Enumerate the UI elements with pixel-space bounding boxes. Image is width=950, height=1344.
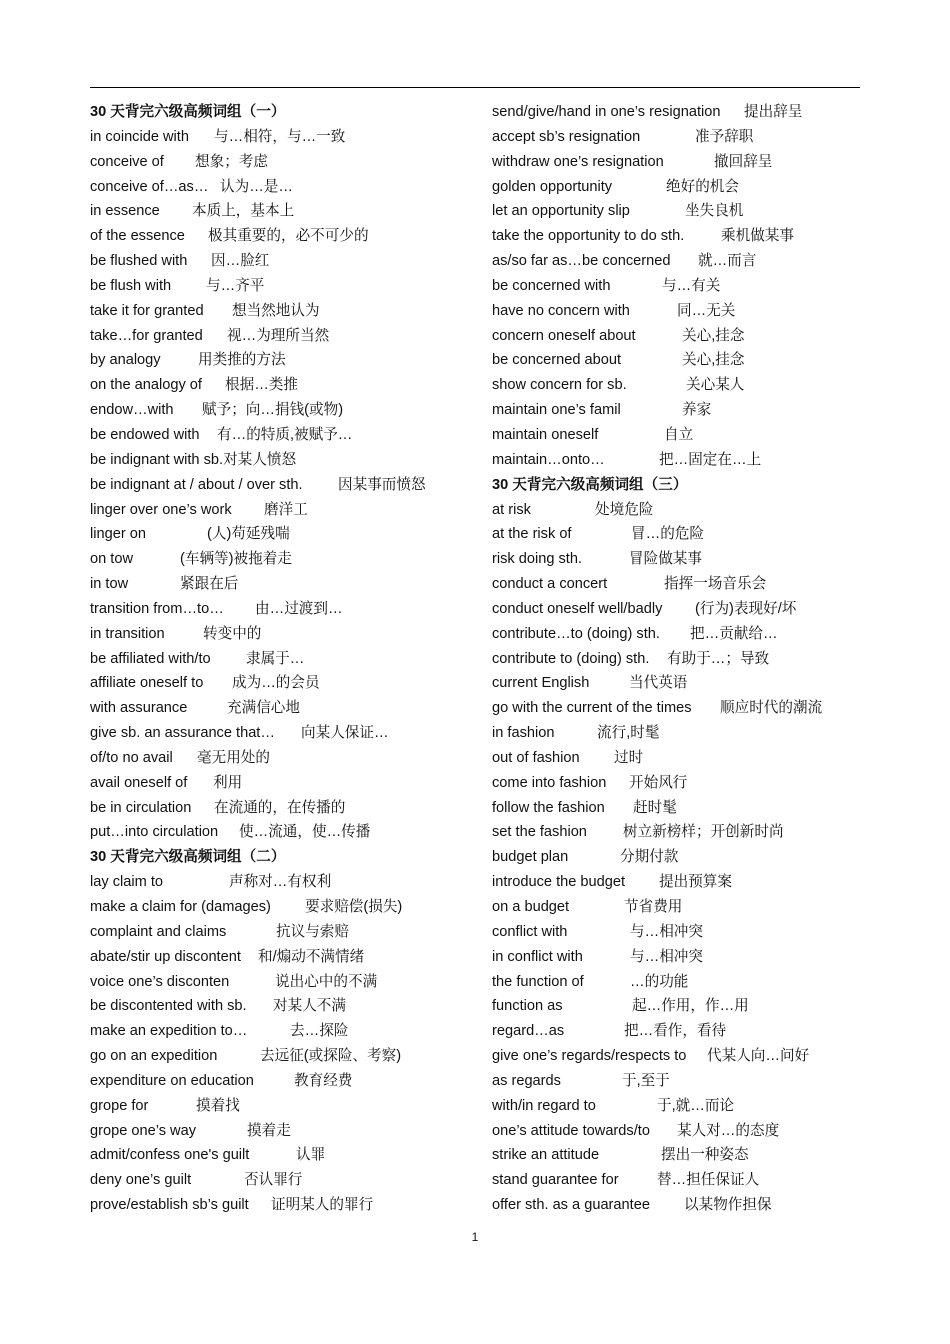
- phrase-english: be discontented with sb.: [90, 998, 247, 1015]
- phrase-entry: [90, 647, 465, 672]
- phrase-entry: [492, 771, 860, 796]
- phrase-entry: [492, 796, 860, 821]
- phrase-entry: [90, 1044, 465, 1069]
- phrase-english: maintain oneself: [492, 426, 599, 443]
- phrase-english: deny one’s guilt: [90, 1172, 192, 1189]
- phrase-chinese: 关心,挂念: [682, 327, 745, 344]
- phrase-entry: [90, 796, 465, 821]
- phrase-english: conceive of…as…: [90, 178, 209, 195]
- phrase-english: stand guarantee for: [492, 1172, 619, 1189]
- phrase-english: risk doing sth.: [492, 551, 583, 568]
- phrase-entry: [492, 845, 860, 870]
- phrase-english: linger over one’s work: [90, 501, 232, 518]
- phrase-english: with assurance: [90, 700, 188, 717]
- phrase-entry: [90, 299, 465, 324]
- phrase-english: accept sb’s resignation: [492, 128, 641, 145]
- phrase-entry: [492, 373, 860, 398]
- phrase-english: be flushed with: [90, 253, 188, 270]
- section-heading: 30 天背完六级高频词组（一）: [90, 104, 286, 120]
- phrase-entry: [90, 398, 465, 423]
- phrase-chinese: 使…流通，使…传播: [239, 824, 371, 841]
- phrase-english: with/in regard to: [492, 1097, 596, 1114]
- phrase-english: maintain one’s famil: [492, 402, 621, 419]
- right-column: [492, 100, 860, 1218]
- phrase-chinese: 摸着找: [196, 1097, 240, 1114]
- phrase-entry: [492, 895, 860, 920]
- phrase-entry: [492, 1069, 860, 1094]
- phrase-entry: [90, 175, 465, 200]
- phrase-entry: [90, 1094, 465, 1119]
- phrase-entry: [90, 920, 465, 945]
- phrase-chinese: 说出心中的不满: [275, 973, 378, 990]
- phrase-entry: [90, 895, 465, 920]
- phrase-chinese: 对某人愤怒: [223, 451, 297, 468]
- phrase-chinese: 绝好的机会: [666, 178, 739, 195]
- phrase-english: make an expedition to…: [90, 1023, 248, 1040]
- phrase-chinese: 因某事而愤怒: [338, 476, 426, 493]
- phrase-chinese: 代某人向…问好: [707, 1048, 810, 1065]
- phrase-english: withdraw one’s resignation: [492, 153, 664, 170]
- phrase-chinese: 因…脸红: [211, 253, 270, 270]
- phrase-chinese: 去远征(或探险、考察): [260, 1048, 402, 1065]
- phrase-chinese: 把…固定在…上: [659, 451, 762, 468]
- phrase-entry: [492, 423, 860, 448]
- phrase-chinese: 与…相冲突: [630, 923, 703, 940]
- phrase-english: of the essence: [90, 228, 185, 245]
- phrase-chinese: 起…作用，作…用: [632, 998, 749, 1015]
- phrase-english: in transition: [90, 625, 165, 642]
- left-column: [90, 100, 465, 1218]
- phrase-chinese: 毫无用处的: [197, 749, 270, 766]
- phrase-chinese: 关心,挂念: [682, 352, 745, 369]
- phrase-chinese: (人)苟延残喘: [207, 526, 290, 543]
- phrase-entry: [492, 398, 860, 423]
- phrase-english: put…into circulation: [90, 824, 219, 841]
- phrase-english: let an opportunity slip: [492, 203, 630, 220]
- phrase-chinese: 开始风行: [629, 774, 688, 791]
- phrase-chinese: 坐失良机: [685, 203, 744, 220]
- phrase-entry: [90, 1168, 465, 1193]
- phrase-english: in conflict with: [492, 948, 583, 965]
- phrase-chinese: 流行,时髦: [597, 725, 660, 742]
- phrase-entry: [90, 348, 465, 373]
- phrase-entry: [492, 1168, 860, 1193]
- phrase-entry: [90, 721, 465, 746]
- phrase-entry: [492, 498, 860, 523]
- phrase-english: avail oneself of: [90, 774, 188, 791]
- phrase-entry: [90, 696, 465, 721]
- phrase-english: in coincide with: [90, 128, 189, 145]
- phrase-entry: [492, 1019, 860, 1044]
- phrase-english: complaint and claims: [90, 923, 227, 940]
- phrase-english: transition from…to…: [90, 600, 224, 617]
- phrase-entry: [90, 373, 465, 398]
- phrase-chinese: 冒险做某事: [629, 551, 702, 568]
- phrase-chinese: 用类推的方法: [198, 352, 286, 369]
- phrase-entry: [90, 224, 465, 249]
- phrase-chinese: 替…担任保证人: [657, 1172, 760, 1189]
- phrase-chinese: 去…探险: [290, 1023, 349, 1040]
- phrase-chinese: (车辆等)被拖着走: [180, 551, 292, 568]
- phrase-english: come into fashion: [492, 774, 607, 791]
- header-rule: [90, 87, 860, 88]
- phrase-entry: [492, 870, 860, 895]
- phrase-entry: [492, 1094, 860, 1119]
- phrase-entry: [90, 199, 465, 224]
- phrase-chinese: 节省费用: [624, 899, 683, 915]
- phrase-chinese: (行为)表现好/坏: [695, 600, 797, 617]
- phrase-chinese: 转变中的: [203, 625, 262, 642]
- phrase-english: at risk: [492, 501, 531, 518]
- phrase-english: conduct a concert: [492, 576, 608, 593]
- phrase-entry: [90, 820, 465, 845]
- phrase-chinese: 证明某人的罪行: [271, 1197, 374, 1214]
- phrase-chinese: 赋予；向…捐钱(或物): [202, 402, 344, 419]
- phrase-chinese: 教育经费: [294, 1072, 353, 1089]
- phrase-english: be endowed with: [90, 426, 200, 443]
- phrase-entry: [492, 199, 860, 224]
- phrase-chinese: 与…齐平: [206, 277, 265, 294]
- phrase-entry: [492, 224, 860, 249]
- phrase-english: budget plan: [492, 849, 569, 866]
- phrase-entry: [90, 1069, 465, 1094]
- phrase-entry: [492, 324, 860, 349]
- phrase-chinese: 根据…类推: [225, 377, 298, 394]
- phrase-entry: [492, 274, 860, 299]
- page-number: 1: [471, 1230, 479, 1244]
- phrase-english: contribute to (doing) sth.: [492, 650, 650, 667]
- phrase-entry: [492, 175, 860, 200]
- phrase-english: expenditure on education: [90, 1072, 254, 1089]
- phrase-chinese: 磨洋工: [264, 501, 308, 518]
- phrase-entry: [90, 498, 465, 523]
- phrase-entry: [90, 1119, 465, 1144]
- phrase-english: follow the fashion: [492, 799, 605, 816]
- phrase-entry: [492, 125, 860, 150]
- phrase-entry: [90, 622, 465, 647]
- phrase-entry: [90, 671, 465, 696]
- phrase-english: be indignant with sb.: [90, 451, 224, 468]
- phrase-chinese: 摸着走: [247, 1122, 291, 1139]
- phrase-english: be concerned about: [492, 352, 622, 369]
- phrase-entry: [492, 150, 860, 175]
- phrase-chinese: 否认罪行: [244, 1172, 303, 1189]
- phrase-chinese: …的功能: [630, 973, 689, 990]
- phrase-entry: [90, 1143, 465, 1168]
- phrase-english: the function of: [492, 973, 584, 990]
- phrase-chinese: 把…贡献给…: [690, 625, 778, 642]
- phrase-chinese: 指挥一场音乐会: [664, 576, 767, 593]
- phrase-entry: [90, 324, 465, 349]
- phrase-entry: [492, 721, 860, 746]
- phrase-english: show concern for sb.: [492, 377, 627, 394]
- phrase-chinese: 冒…的危险: [631, 526, 704, 543]
- phrase-chinese: 提出预算案: [659, 874, 732, 891]
- phrase-english: abate/stir up discontent: [90, 948, 241, 965]
- phrase-entry: [90, 970, 465, 995]
- phrase-entry: [492, 945, 860, 970]
- phrase-chinese: 于,至于: [622, 1072, 670, 1089]
- phrase-entry: [492, 597, 860, 622]
- phrase-entry: [90, 1193, 465, 1218]
- phrase-english: on tow: [90, 551, 133, 568]
- phrase-english: as regards: [492, 1072, 561, 1089]
- phrase-english: conceive of: [90, 153, 164, 170]
- phrase-chinese: 想象；考虑: [195, 153, 268, 170]
- phrase-english: conduct oneself well/badly: [492, 600, 663, 617]
- phrase-entry: [90, 994, 465, 1019]
- phrase-english: send/give/hand in one’s resignation: [492, 104, 721, 120]
- phrase-chinese: 认罪: [296, 1147, 326, 1164]
- phrase-entry: [492, 920, 860, 945]
- phrase-english: have no concern with: [492, 302, 630, 319]
- phrase-entry: [90, 150, 465, 175]
- phrase-chinese: 在流通的，在传播的: [214, 799, 346, 816]
- phrase-english: conflict with: [492, 923, 568, 940]
- phrase-english: be in circulation: [90, 799, 192, 816]
- phrase-english: be affiliated with/to: [90, 650, 211, 667]
- phrase-chinese: 充满信心地: [227, 700, 300, 717]
- phrase-entry: [90, 448, 465, 473]
- phrase-chinese: 养家: [682, 402, 712, 419]
- phrase-chinese: 摆出一种姿态: [661, 1147, 749, 1164]
- phrase-english: give sb. an assurance that…: [90, 725, 275, 742]
- phrase-chinese: 认为…是…: [220, 178, 293, 195]
- phrase-english: take the opportunity to do sth.: [492, 228, 685, 245]
- phrase-chinese: 赶时髦: [633, 799, 677, 816]
- phrase-entry: [90, 870, 465, 895]
- phrase-english: linger on: [90, 526, 146, 543]
- phrase-english: maintain…onto…: [492, 451, 605, 468]
- phrase-entry: [492, 820, 860, 845]
- phrase-entry: [90, 597, 465, 622]
- phrase-english: introduce the budget: [492, 874, 626, 891]
- phrase-english: be concerned with: [492, 277, 611, 294]
- phrase-english: be indignant at / about / over sth.: [90, 476, 303, 493]
- phrase-chinese: 声称对…有权利: [229, 874, 332, 891]
- phrase-english: out of fashion: [492, 749, 580, 766]
- phrase-entry: [492, 249, 860, 274]
- phrase-english: go with the current of the times: [492, 700, 692, 717]
- phrase-english: golden opportunity: [492, 178, 613, 195]
- phrase-entry: [492, 1119, 860, 1144]
- phrase-entry: [492, 696, 860, 721]
- phrase-entry: [492, 671, 860, 696]
- phrase-chinese: 紧跟在后: [180, 576, 239, 593]
- phrase-chinese: 顺应时代的潮流: [720, 700, 823, 717]
- phrase-english: of/to no avail: [90, 749, 173, 766]
- phrase-english: go on an expedition: [90, 1048, 218, 1065]
- phrase-english: admit/confess one's guilt: [90, 1147, 250, 1164]
- phrase-chinese: 同…无关: [677, 302, 736, 319]
- phrase-chinese: 准予辞职: [695, 128, 754, 145]
- phrase-entry: [90, 473, 465, 498]
- phrase-entry: [492, 622, 860, 647]
- phrase-entry: [90, 945, 465, 970]
- phrase-entry: [90, 522, 465, 547]
- phrase-english: take it for granted: [90, 302, 204, 319]
- phrase-chinese: 就…而言: [698, 253, 757, 270]
- phrase-english: concern oneself about: [492, 327, 636, 344]
- phrase-entry: [90, 423, 465, 448]
- phrase-chinese: 隶属于…: [246, 650, 305, 667]
- phrase-english: on a budget: [492, 899, 570, 915]
- phrase-english: make a claim for (damages): [90, 899, 271, 915]
- phrase-entry: [492, 100, 860, 125]
- phrase-chinese: 对某人不满: [273, 998, 346, 1015]
- phrase-entry: [492, 647, 860, 672]
- phrase-english: affiliate oneself to: [90, 675, 204, 692]
- phrase-entry: [492, 970, 860, 995]
- phrase-chinese: 树立新榜样；开创新时尚: [623, 824, 784, 841]
- phrase-chinese: 向某人保证…: [301, 725, 389, 742]
- phrase-chinese: 撤回辞呈: [714, 153, 773, 170]
- phrase-entry: [90, 746, 465, 771]
- phrase-english: offer sth. as a guarantee: [492, 1197, 650, 1214]
- phrase-entry: [492, 348, 860, 373]
- phrase-entry: [492, 1044, 860, 1069]
- phrase-chinese: 当代英语: [629, 675, 688, 692]
- phrase-chinese: 成为…的会员: [232, 675, 320, 692]
- phrase-chinese: 有助于…；导致: [667, 650, 770, 667]
- phrase-chinese: 有…的特质,被赋予…: [217, 426, 353, 443]
- phrase-english: grope for: [90, 1097, 149, 1114]
- phrase-entry: [492, 448, 860, 473]
- phrase-english: by analogy: [90, 352, 161, 369]
- phrase-english: one’s attitude towards/to: [492, 1122, 650, 1139]
- phrase-chinese: 与…有关: [662, 277, 721, 294]
- phrase-english: strike an attitude: [492, 1147, 600, 1164]
- phrase-entry: [90, 125, 465, 150]
- phrase-chinese: 处境危险: [595, 501, 654, 518]
- phrase-entry: [90, 771, 465, 796]
- phrase-english: as/so far as…be concerned: [492, 253, 671, 270]
- phrase-chinese: 与…相冲突: [630, 948, 703, 965]
- phrase-entry: [90, 547, 465, 572]
- phrase-chinese: 由…过渡到…: [255, 600, 343, 617]
- phrase-entry: [492, 994, 860, 1019]
- phrase-english: be flush with: [90, 277, 172, 294]
- phrase-entry: [492, 1143, 860, 1168]
- phrase-english: in essence: [90, 203, 160, 220]
- phrase-chinese: 过时: [614, 749, 644, 766]
- phrase-chinese: 抗议与索赔: [276, 923, 349, 940]
- phrase-chinese: 与…相符，与…一致: [214, 128, 346, 145]
- phrase-english: give one’s regards/respects to: [492, 1048, 687, 1065]
- phrase-english: voice one’s disconten: [90, 973, 230, 990]
- phrase-entry: [90, 1019, 465, 1044]
- phrase-english: in tow: [90, 576, 129, 593]
- phrase-chinese: 想当然地认为: [232, 302, 320, 319]
- phrase-english: endow…with: [90, 402, 174, 419]
- phrase-english: regard…as: [492, 1023, 565, 1040]
- phrase-chinese: 本质上，基本上: [192, 203, 295, 220]
- phrase-chinese: 提出辞呈: [744, 104, 803, 120]
- phrase-entry: [492, 299, 860, 324]
- phrase-english: current English: [492, 675, 590, 692]
- phrase-entry: [492, 547, 860, 572]
- phrase-chinese: 以某物作担保: [684, 1197, 772, 1214]
- phrase-entry: [492, 1193, 860, 1218]
- phrase-english: take…for granted: [90, 327, 203, 344]
- phrase-english: on the analogy of: [90, 377, 202, 394]
- phrase-chinese: 要求赔偿(损失): [305, 899, 403, 915]
- phrase-english: function as: [492, 998, 563, 1015]
- phrase-english: grope one’s way: [90, 1122, 197, 1139]
- phrase-entry: [90, 274, 465, 299]
- section-heading: 30 天背完六级高频词组（二）: [90, 849, 286, 866]
- phrase-english: at the risk of: [492, 526, 572, 543]
- phrase-chinese: 乘机做某事: [721, 228, 794, 245]
- phrase-entry: [90, 572, 465, 597]
- phrase-chinese: 关心某人: [686, 377, 745, 394]
- phrase-chinese: 于,就…而论: [657, 1097, 735, 1114]
- phrase-entry: [492, 572, 860, 597]
- phrase-english: in fashion: [492, 725, 555, 742]
- phrase-chinese: 视…为理所当然: [227, 327, 330, 344]
- phrase-english: lay claim to: [90, 874, 163, 891]
- phrase-chinese: 极其重要的，必不可少的: [208, 228, 369, 245]
- phrase-english: set the fashion: [492, 824, 587, 841]
- section-heading: 30 天背完六级高频词组（三）: [492, 476, 688, 493]
- phrase-chinese: 把…看作，看待: [624, 1023, 727, 1040]
- phrase-entry: [492, 522, 860, 547]
- phrase-chinese: 和/煽动不满情绪: [258, 948, 365, 965]
- phrase-chinese: 利用: [213, 774, 243, 791]
- phrase-english: prove/establish sb’s guilt: [90, 1197, 249, 1214]
- phrase-chinese: 自立: [664, 426, 694, 443]
- phrase-entry: [492, 746, 860, 771]
- phrase-chinese: 分期付款: [620, 849, 679, 866]
- phrase-english: contribute…to (doing) sth.: [492, 625, 660, 642]
- phrase-entry: [90, 249, 465, 274]
- phrase-chinese: 某人对…的态度: [677, 1122, 780, 1139]
